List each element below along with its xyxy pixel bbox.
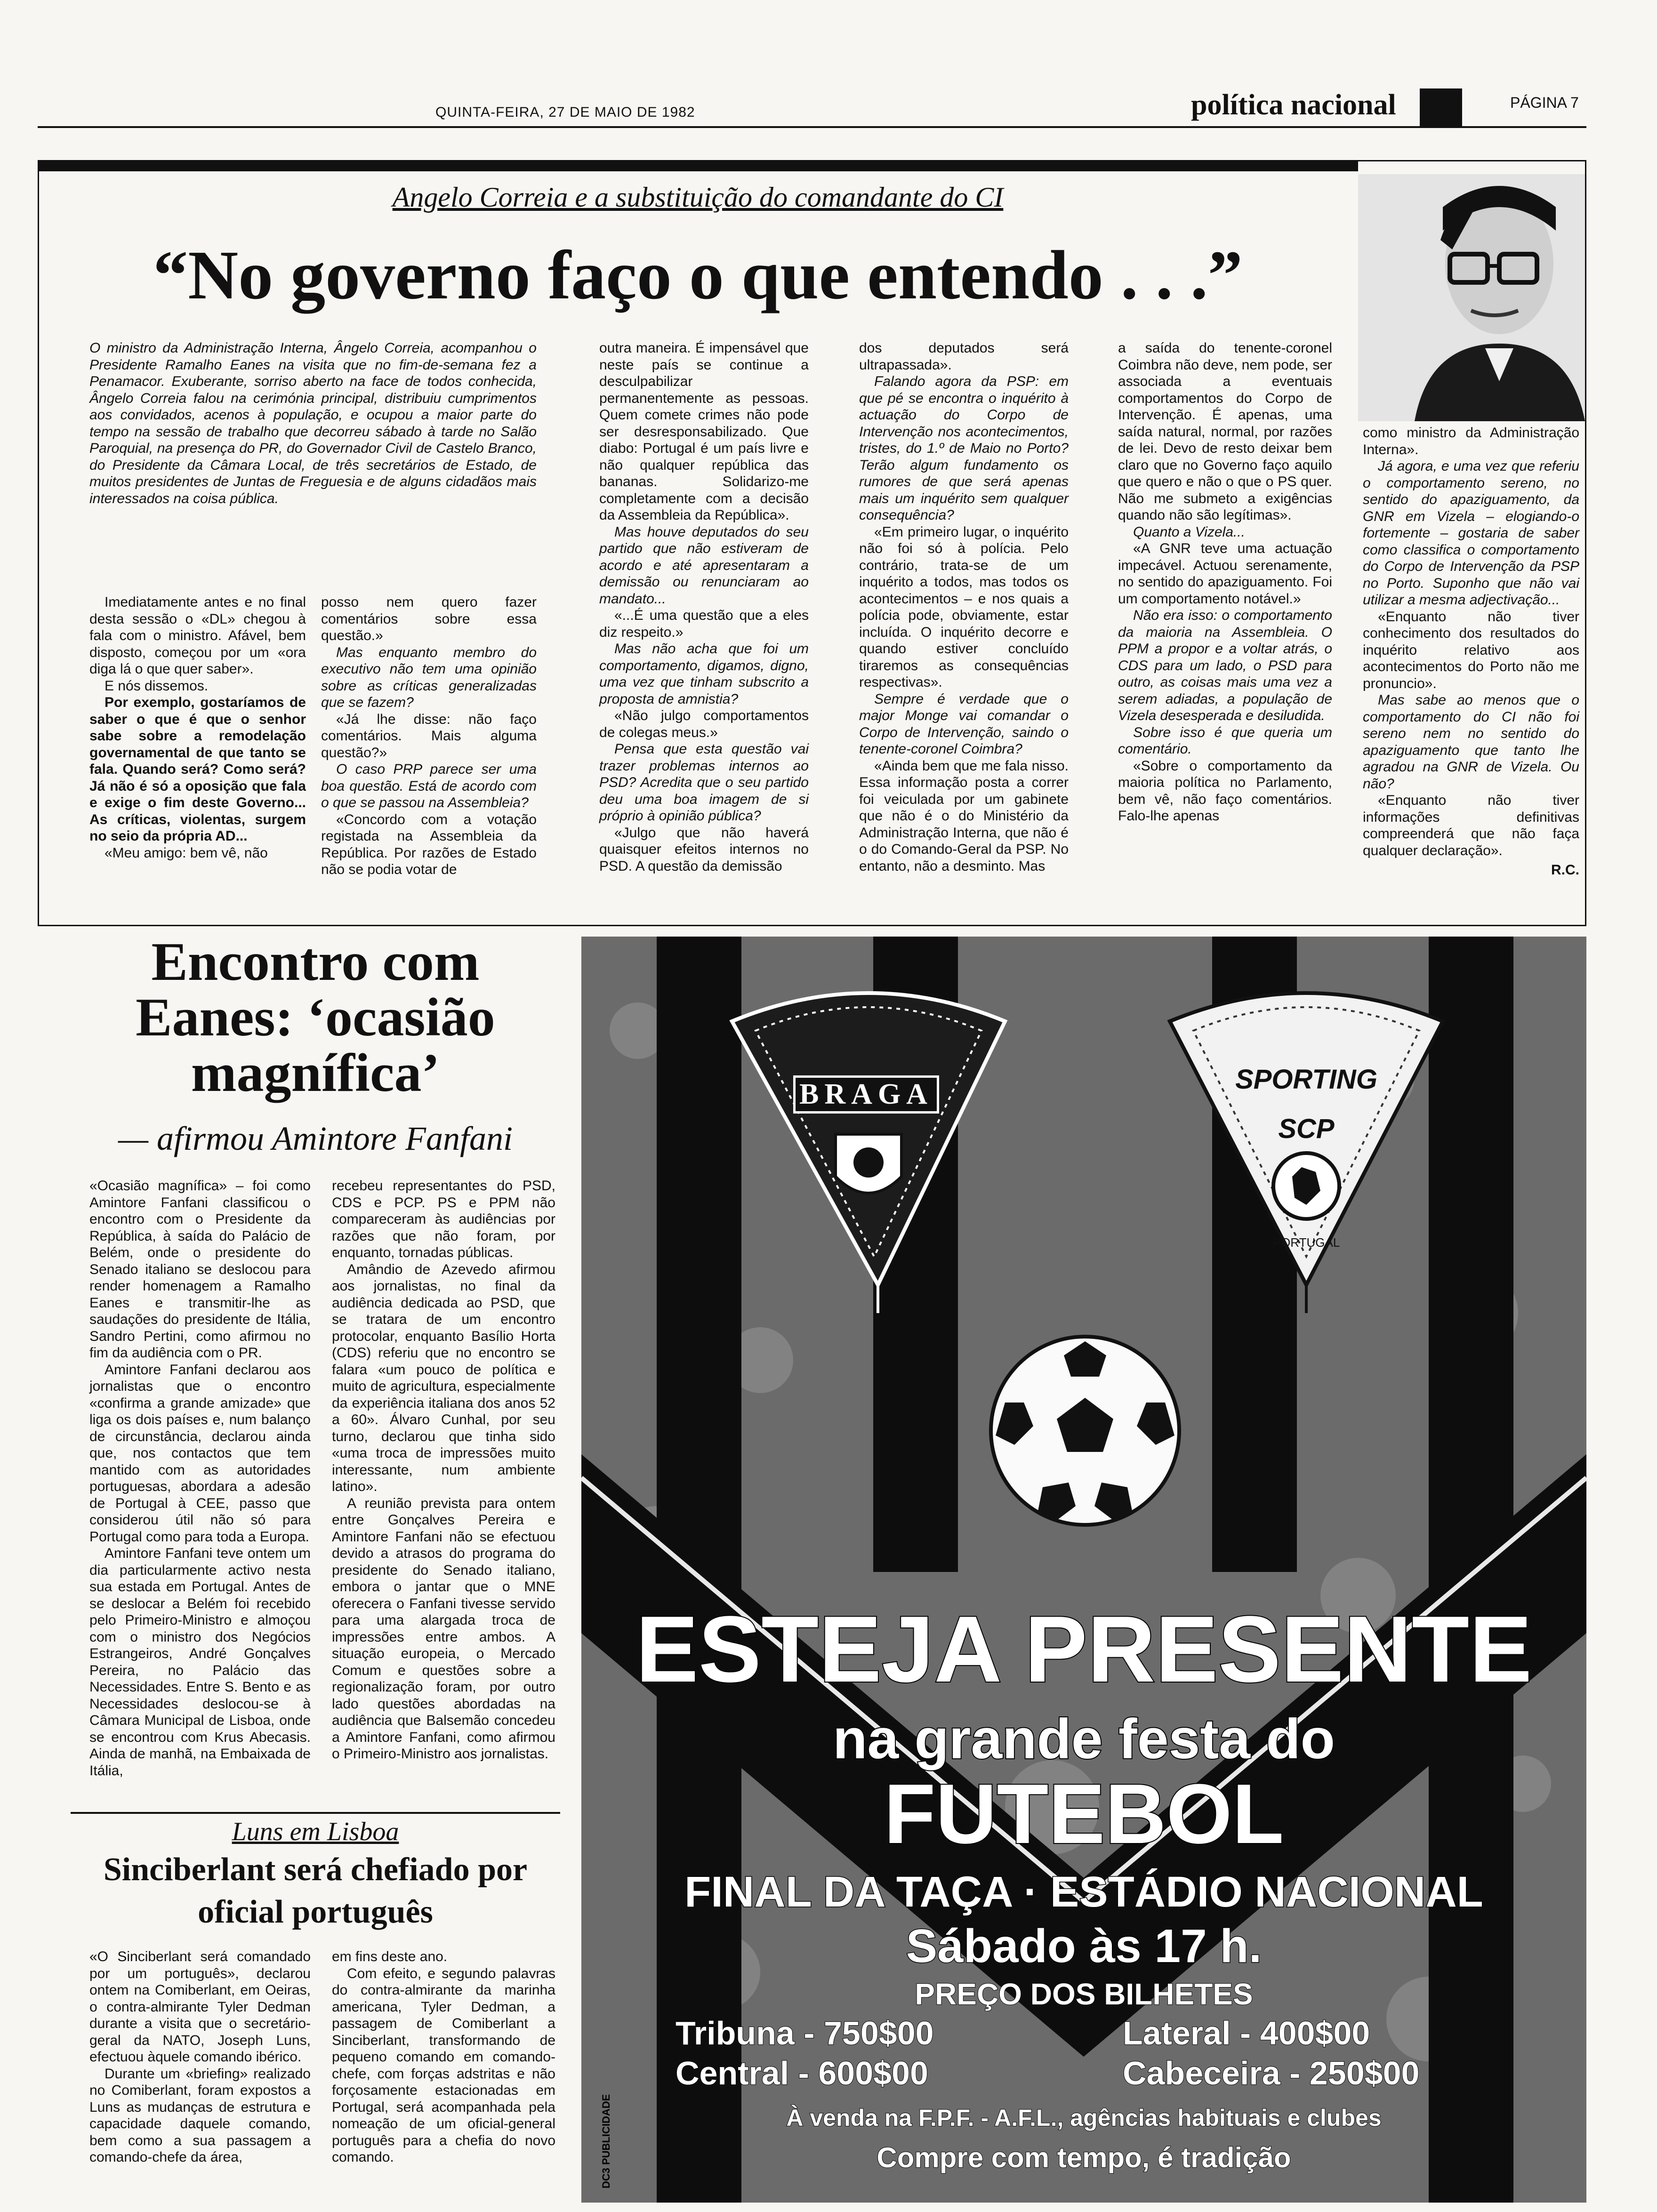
ad-line-final: FINAL DA TAÇA · ESTÁDIO NACIONAL — [684, 1868, 1483, 1916]
advert-credit: DC3 PUBLICIDADE — [600, 2094, 612, 2188]
issue-date: QUINTA-FEIRA, 27 DE MAIO DE 1982 — [435, 104, 695, 120]
header-rule — [38, 126, 1586, 128]
portugal-label: PORTUGAL — [1272, 1235, 1340, 1250]
ad-line-esteja: ESTEJA PRESENTE — [635, 1597, 1532, 1702]
paragraph: Amintore Fanfani declarou aos jornalistas que o encontro «confirma a grande amizade» que liga os dois países e, num balanço de circunstância, declarou ainda que, nos contactos que tem mantido com as autoridades portuguesas, abordara a adesão de Portugal à CEE, passo que considerou útil não só para Portugal como para toda a Europa. — [89, 1362, 311, 1545]
sporting-label: SPORTING — [1235, 1064, 1377, 1095]
paragraph: «Concordo com a votação registada na Assembleia da República. Por razões de Estado não se podia votar de — [321, 811, 537, 877]
article-column-3 — [599, 340, 809, 874]
luns-column-2 — [332, 1948, 555, 2166]
fanfani-subhead: — afirmou Amintore Fanfani — [118, 1120, 513, 1157]
fanfani-column-1 — [89, 1178, 311, 1779]
paragraph: outra maneira. É impensável que neste país se continue a desculpabilizar permanentemente as pessoas. Quem comete crimes não pode ser desresponsabilizado. Que diabo: Portugal é um país livre e não qualquer república das bananas. Solidarizo-me completamente com a decisão da Assembleia da República». — [599, 340, 809, 523]
paragraph: «...É uma questão que a eles diz respeito.» — [599, 608, 809, 640]
article-lead: O ministro da Administração Interna, Ângelo Correia, acompanhou o Presidente Ramalho Eanes na visita que no fim-de-semana fez a Penamacor. Exuberante, sorriso aberto na face de todos conhecida, Ângelo Correia falou na cerimónia principal, distribuiu cumprimentos aos convidados, acenos à população, e ocupou a maior parte do tempo na sessão de trabalho que decorreu sábado à tarde no Salão Paroquial, na presença do PR, do Governador Civil de Castelo Branco, do Presidente da Câmara Local, de três secretários de Estado, de muitos presidentes de Juntas de Freguesia e de alguns cidadãos mais interessados na coisa pública. — [89, 340, 537, 506]
paragraph: Mas enquanto membro do executivo não tem uma opinião sobre as críticas generalizadas que se fazem? — [321, 644, 537, 710]
paragraph: Por exemplo, gostaríamos de saber o que é que o senhor sabe sobre a remodelação governamental de que tanto se fala. Quando será? Como será? Já não é só a oposição que fala e exige o fim deste Governo... As críticas, violentas, surgem no seio da própria AD... — [89, 695, 306, 844]
ad-line-precos: PREÇO DOS BILHETES — [915, 1977, 1253, 2011]
page-number: PÁGINA 7 — [1510, 94, 1579, 111]
luns-kicker: Luns em Lisboa — [232, 1817, 399, 1846]
paragraph: Pensa que esta questão vai trazer problemas internos ao PSD? Acredita que o seu partido deu uma boa imagem de si próprio à opinião pública? — [599, 741, 809, 824]
article-column-5 — [1118, 340, 1332, 825]
paragraph: «Enquanto não tiver conhecimento dos resultados do inquérito relativo aos acontecimentos do Porto não me pronuncio». — [1363, 609, 1579, 691]
paragraph: «Ainda bem que me fala nisso. Essa informação posta a correr foi veiculada por um gabinete que não é o do Ministério da Administração Interna, que não é o do Comando-Geral da PSP. No entanto, não a desminto. Mas — [859, 758, 1069, 874]
paragraph: A reunião prevista para ontem entre Gonçalves Pereira e Amintore Fanfani não se efectuou devido a atrasos do programa do presidente do Senado italiano, embora o jantar que o MNE oferecera o Fanfani tivesse servido para uma alargada troca de impressões entre ambos. A situação europeia, o Mercado Comum e questões sobre a regionalização foram, por outro lado questões abordadas na audiência que Balsemão concedeu a Amintore Fanfani, como afirmou o Primeiro-Ministro aos jornalistas. — [332, 1495, 555, 1762]
paragraph: em fins deste ano. — [332, 1949, 448, 1964]
paragraph: Imediatamente antes e no final desta sessão o «DL» chegou à fala com o ministro. Afável, bem disposto, começou por um «ora diga lá o que quer saber». — [89, 594, 306, 677]
paragraph: Quanto a Vizela... — [1133, 524, 1245, 540]
paragraph: Sempre é verdade que o major Monge vai comandar o Corpo de Intervenção, saindo o tenente-coronel Coimbra? — [859, 691, 1069, 757]
article-column-6 — [1363, 425, 1579, 879]
football-advert — [581, 937, 1586, 2203]
paragraph: Falando agora da PSP: em que pé se encontra o inquérito à actuação do Corpo de Intervenção nos acontecimentos, tristes, do 1.º de Maio no Porto? Terão algum fundamento os rumores de que será apenas mais um inquérito sem qualquer consequência? — [859, 374, 1069, 523]
paragraph: «O Sinciberlant será comandado por um português», declarou ontem na Comiberlant, em Oeiras, o contra-almirante Tyler Dedman durante a visita que o secretário-geral da NATO, Joseph Luns, efectuou àquele comando ibérico. — [89, 1949, 311, 2065]
article-signature: R.C. — [1551, 862, 1579, 878]
paragraph: «Não julgo comportamentos de colegas meus.» — [599, 708, 809, 740]
paragraph: Mas não acha que foi um comportamento, digamos, digno, uma vez que tinham subscrito a proposta de amnistia? — [599, 641, 809, 707]
paragraph: «A GNR teve uma actuação impecável. Actuou serenamente, no sentido do apaziguamento. Foi um comportamento notável.» — [1118, 541, 1332, 607]
section-logo-icon — [1420, 88, 1462, 126]
ad-line-venda: À venda na F.P.F. - A.F.L., agências habituais e clubes — [786, 2105, 1382, 2131]
minister-photo — [1358, 174, 1585, 421]
paragraph: Não era isso: o comportamento da maioria na Assembleia. O PPM a propor e a voltar atrás, o CDS para um lado, o PSD para outro, as coisas mais uma vez a serem adiadas, a população de Vizela desesperada e desiludida. — [1118, 608, 1332, 723]
paragraph: recebeu representantes do PSD, CDS e PCP. PS e PPM não compareceram às audiências por razões que não foram, por enquanto, tornadas públicas. — [332, 1178, 555, 1260]
paragraph: Com efeito, e segundo palavras do contra-almirante da marinha americana, Tyler Dedman, a passagem de Comiberlant a Sinciberlant, transformando de pequeno comando em comando-chefe, com forças adstritas e não forçosamente estacionadas em Portugal, será acompanhada pela nomeação de um oficial-general português para a chefia do novo comando. — [332, 1965, 555, 2165]
paragraph: «Enquanto não tiver informações definitivas compreenderá que não faça qualquer declaração». — [1363, 793, 1579, 858]
paragraph: a saída do tenente-coronel Coimbra não deve, nem pode, ser associada a eventuais comportamentos do Corpo de Intervenção. É apenas, uma saída natural, normal, por razões de lei. Devo de resto deixar bem claro que no Governo faço aquilo que quero e não o que o PS quer. Não me submeto a exigências quando não são legítimas». — [1118, 340, 1332, 523]
paragraph: «Em primeiro lugar, o inquérito não foi só à polícia. Pelo contrário, trata-se de um inquérito a todos, mas todos os acontecimentos – e nos quais a polícia pode, obviamente, estar incluída. O inquérito decorre e quando estiver concluído tiraremos as consequências respectivas». — [859, 524, 1069, 690]
paragraph: dos deputados será ultrapassada». — [859, 340, 1069, 373]
paragraph: Mas houve deputados do seu partido que não estiveram de acordo e até apresentaram a demissão ou renunciaram ao mandato... — [599, 524, 809, 607]
paragraph: Amintore Fanfani teve ontem um dia particularmente activo nesta sua estada em Portugal. Antes de se deslocar a Belém foi recebido pelo Primeiro-Ministro e almoçou com o ministro dos Negócios Estrangeiros, André Gonçalves Pereira, no Palácio das Necessidades. Entre S. Bento e as Necessidades deslocou-se à Câmara Municipal de Lisboa, onde se encontrou com Krus Abecasis. Ainda de manhã, na Embaixada de Itália, — [89, 1546, 311, 1779]
fanfani-headline: Encontro com Eanes: ‘ocasião magnífica’ — [136, 932, 495, 1103]
paragraph: O caso PRP parece ser uma boa questão. Está de acordo com o que se passou na Assembleia? — [321, 761, 537, 810]
paragraph: E nós dissemos. — [105, 678, 209, 694]
price-lateral: Lateral - 400$00 — [1123, 2015, 1370, 2052]
scp-label: SCP — [1278, 1114, 1335, 1144]
paragraph: posso nem quero fazer comentários sobre essa questão.» — [321, 594, 537, 643]
paragraph: Durante um «briefing» realizado no Comiberlant, foram expostos a Luns as mudanças de estrutura e capacidade daquele comando, bem como a sua passagem a comando-chefe da área, — [89, 2066, 311, 2165]
price-tribuna: Tribuna - 750$00 — [676, 2015, 934, 2052]
paragraph: Já agora, e uma vez que referiu o comportamento sereno, no sentido do apaziguamento, da GNR em Vizela – elogiando-o fortemente – gostaria de saber como classifica o comportamento do Corpo de Intervenção da PSP no Porto. Suponho que não vai utilizar a mesma adjectivação... — [1363, 458, 1579, 608]
paragraph: «Julgo que não haverá quaisquer efeitos internos no PSD. A questão da demissão — [599, 825, 809, 874]
article-column-1 — [89, 594, 306, 861]
article-column-4 — [859, 340, 1069, 874]
price-cabeceira: Cabeceira - 250$00 — [1123, 2055, 1420, 2092]
article-headline: “No governo faço o que entendo . . .” — [153, 237, 1243, 314]
paragraph: «Meu amigo: bem vê, não — [105, 845, 268, 861]
section-title: política nacional — [1191, 89, 1396, 121]
fanfani-column-2 — [332, 1178, 555, 1763]
article-kicker: Angelo Correia e a substituição do comandante do CI — [392, 182, 1004, 213]
braga-label: BRAGA — [793, 1075, 939, 1114]
football-icon — [986, 1332, 1184, 1530]
luns-column-1 — [89, 1948, 311, 2166]
paragraph: «Já lhe disse: não faço comentários. Mais alguma questão?» — [321, 711, 537, 761]
luns-headline: Sinciberlant será chefiado por oficial português — [103, 1851, 528, 1930]
paragraph: «Ocasião magnífica» – foi como Amintore Fanfani classificou o encontro com o Presidente da República, à saída do Palácio de Belém, onde o presidente do Senado italiano se deslocou para render homenagem a Ramalho Eanes e transmitir-lhe as saudações do presidente de Itália, Sandro Pertini, como afirmou no fim da audiência com o PR. — [89, 1178, 311, 1361]
price-central: Central - 600$00 — [676, 2055, 928, 2092]
paragraph: como ministro da Administração Interna». — [1363, 425, 1579, 457]
ad-line-sabado: Sábado às 17 h. — [906, 1920, 1262, 1972]
ad-line-futebol: FUTEBOL — [884, 1767, 1284, 1861]
ad-line-grande-festa: na grande festa do — [833, 1707, 1335, 1771]
article-column-2 — [321, 594, 537, 878]
braga-pennant-icon — [723, 955, 1014, 1313]
paragraph: «Sobre o comportamento da maioria política no Parlamento, bem vê, não faço comentários. Falo-lhe apenas — [1118, 758, 1332, 824]
ad-line-tradicao: Compre com tempo, é tradição — [877, 2142, 1291, 2173]
section-divider — [71, 1812, 560, 1814]
paragraph: Mas sabe ao menos que o comportamento do CI não foi sereno nem no sentido do apaziguamento que tanto lhe agradou na GNR de Vizela. Ou não? — [1363, 692, 1579, 792]
sporting-pennant-icon — [1160, 955, 1452, 1313]
paragraph: Amândio de Azevedo afirmou aos jornalistas, no final da audiência dedicada ao PSD, que se tratara de um encontro protocolar, enquanto Basílio Horta (CDS) referiu que no encontro se falara «um pouco de política e muito de agricultura, especialmente da experiência italiana dos anos 52 a 60». Álvaro Cunhal, por seu turno, declarou que tinha sido «uma troca de impressões muito interessante, num ambiente latino». — [332, 1261, 555, 1494]
paragraph: Sobre isso é que queria um comentário. — [1118, 724, 1332, 757]
